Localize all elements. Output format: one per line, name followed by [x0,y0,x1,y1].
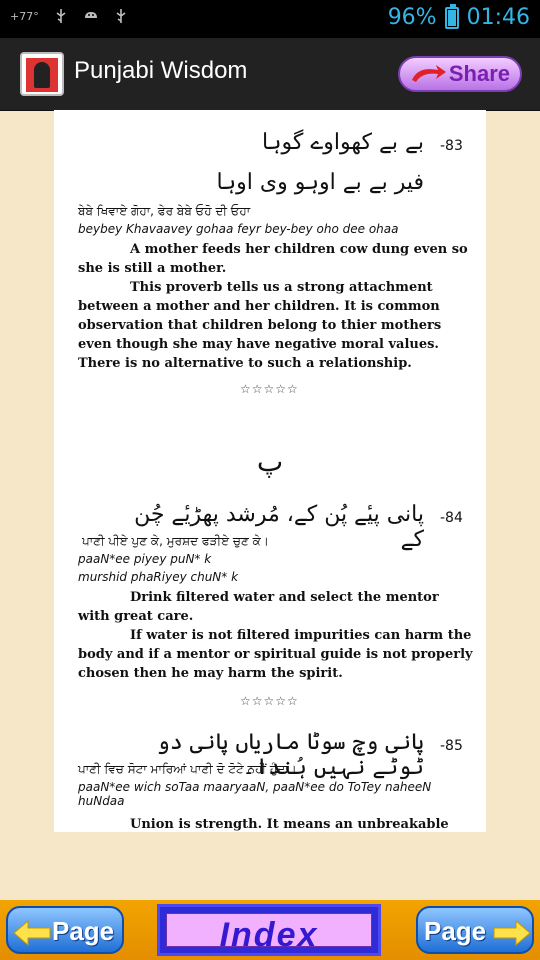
index-button-face [166,913,372,954]
gurmukhi-line: ਪਾਣੀ ਵਿਚ ਸੋਟਾ ਮਾਰਿਆਂ ਪਾਣੀ ਦੋ ਟੋਟੇ ਨਹੀਂ ਹੁੰਦਾ। [78,762,297,776]
transliteration-line: paaN*ee piyey puN* k [78,552,212,566]
usb-icon [53,8,69,24]
entry-number: -84 [440,510,463,526]
arrow-left-icon [12,920,52,946]
arrow-right-icon [492,920,532,946]
transliteration-line: beybey Khavaavey gohaa feyr bey-bey oho dee ohaa [78,222,399,236]
share-arrow-icon [410,64,448,84]
index-label: Index [219,916,319,954]
english-meaning: A mother feeds her children cow dung even so she is still a mother. [78,242,468,276]
entry-number: -83 [440,138,463,154]
prev-page-label: Page [52,916,115,946]
prev-page-button[interactable] [6,906,124,954]
transliteration-line: murshid phaRiyey chuN* k [78,570,239,584]
english-meaning: Union is strength. It means an unbreakable [130,817,449,832]
next-page-label: Page [424,916,487,946]
notification-icons [10,8,129,24]
english-explanation: If water is not filtered impurities can harm the body and if a mentor or spiritual guide is not properly chosen then he may harm the spirit. [78,628,473,681]
status-right [388,5,530,30]
index-button[interactable] [157,904,381,956]
gurmukhi-line: ਬੇਬੇ ਖਿਵਾਏ ਗੋਹਾ, ਫੇਰ ਬੇਬੇ ਓਹੋ ਦੀ ਓਹਾ [78,204,251,218]
usb-icon [113,8,129,24]
urdu-line: بے بے کھواوے گوہا [261,130,424,155]
urdu-line: پانی پیٔے پُن کے، مُرشد پھڑیٔے چُن کے [134,502,424,552]
android-icon [83,8,99,24]
urdu-line: پانی وچ سوٹا ماریاں پانی دو ٹوٹے نہیں ہُندا۔ [157,730,424,780]
separator-stars: ☆☆☆☆☆ [240,694,299,708]
urdu-line: فیر بے بے اوہو وی اوہا [216,170,424,195]
next-page-button[interactable] [416,906,534,954]
temperature-text: +77° [10,9,39,23]
section-letter: پ [256,445,284,478]
transliteration-line: paaN*ee wich soTaa maaryaaN, paaN*ee do ToTey naheeN huNdaa [78,780,432,808]
english-meaning: Drink filtered water and select the mentor with great care. [78,590,439,624]
gurmukhi-line: ਪਾਣੀ ਪੀਏ ਪੁਣ ਕੇ, ਮੁਰਸ਼ਦ ਫੜੀਏ ਚੁਣ ਕੇ। [82,534,269,548]
share-label: Share [448,61,510,86]
clock: 01:46 [466,5,530,30]
share-button[interactable] [398,56,522,92]
battery-percent: 96% [387,5,437,30]
separator-stars: ☆☆☆☆☆ [240,382,299,396]
english-explanation: This proverb tells us a strong attachment between a mother and her children. It is common observation that children belong to thier mothers even though she may have negative moral values. There is no alternative to such a relationship. [78,280,442,371]
entry-number: -85 [440,738,463,754]
app-logo-icon[interactable] [20,52,64,96]
battery-icon [445,7,459,29]
bottom-nav-bar [0,900,540,960]
proverb-page[interactable] [54,110,486,832]
action-bar [0,38,540,111]
app-title: Punjabi Wisdom [74,57,248,84]
status-bar [0,0,540,38]
